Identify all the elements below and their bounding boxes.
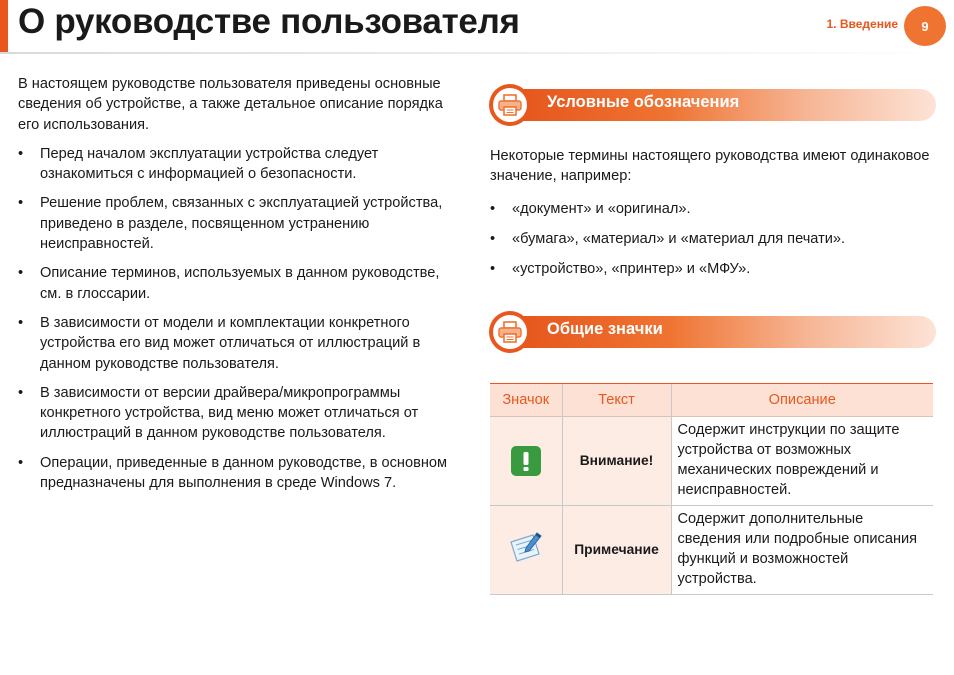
list-item: • «бумага», «материал» и «материал для печати». xyxy=(490,229,936,249)
conventions-bullet-list xyxy=(490,199,936,280)
list-item: • «документ» и «оригинал». xyxy=(490,199,936,219)
page-title: О руководстве пользователя xyxy=(18,2,520,41)
intro-paragraph: В настоящем руководстве пользователя приведены основные сведения об устройстве, а также детальное описание порядка его использования. xyxy=(18,76,443,133)
list-item: • «устройство», «принтер» и «МФУ». xyxy=(490,259,936,279)
conventions-section-header xyxy=(489,84,936,126)
icon-cell xyxy=(490,506,562,595)
intro-bullet-list xyxy=(18,144,460,493)
list-item: • Описание терминов, используемых в данном руководстве, см. в глоссарии. xyxy=(18,263,460,304)
list-item: • В зависимости от модели и комплектации конкретного устройства его вид может отличаться от иллюстраций в данном руководстве пользователя. xyxy=(18,313,460,374)
header-divider xyxy=(0,52,954,54)
conventions-content xyxy=(490,146,936,289)
icon-name-cell: Примечание xyxy=(562,506,671,595)
list-item: • Операции, приведенные в данном руководстве, в основном предназначены для выполнения в среде Windows 7. xyxy=(18,453,460,494)
page-number-badge: 9 xyxy=(904,6,946,46)
table-header-row xyxy=(490,384,933,417)
section-title: Общие значки xyxy=(547,320,663,338)
list-item: • Перед началом эксплуатации устройства следует ознакомиться с информацией о безопасности. xyxy=(18,144,460,185)
icons-table xyxy=(490,383,933,595)
icon-cell xyxy=(490,417,562,506)
column-header-text: Текст xyxy=(562,384,671,417)
section-title: Условные обозначения xyxy=(547,93,740,111)
warning-exclamation-icon xyxy=(511,446,541,476)
icons-section-header xyxy=(489,311,936,353)
table-row xyxy=(490,506,933,595)
icon-description-cell: Содержит дополнительные сведения или подробные описания функций и возможностей устройства. xyxy=(671,506,933,595)
list-item: • Решение проблем, связанных с эксплуатацией устройства, приведено в разделе, посвященном устранению неисправностей. xyxy=(18,193,460,254)
column-header-description: Описание xyxy=(671,384,933,417)
icon-name-cell: Внимание! xyxy=(562,417,671,506)
intro-column xyxy=(18,74,460,502)
note-pencil-icon xyxy=(507,530,545,564)
section-printer-badge xyxy=(489,311,531,353)
conventions-paragraph: Некоторые термины настоящего руководства имеют одинаковое значение, например: xyxy=(490,148,930,185)
header-accent-bar xyxy=(0,0,8,52)
printer-icon xyxy=(498,94,522,116)
list-item: • В зависимости от версии драйвера/микропрограммы конкретного устройства, вид меню может отличаться от иллюстраций в данном руководстве пользователя. xyxy=(18,383,460,444)
chapter-label[interactable]: 1. Введение xyxy=(826,17,898,31)
printer-icon xyxy=(498,321,522,343)
section-printer-badge xyxy=(489,84,531,126)
icon-description-cell: Содержит инструкции по защите устройства от возможных механических повреждений и неисправностей. xyxy=(671,417,933,506)
column-header-icon: Значок xyxy=(490,384,562,417)
table-row xyxy=(490,417,933,506)
